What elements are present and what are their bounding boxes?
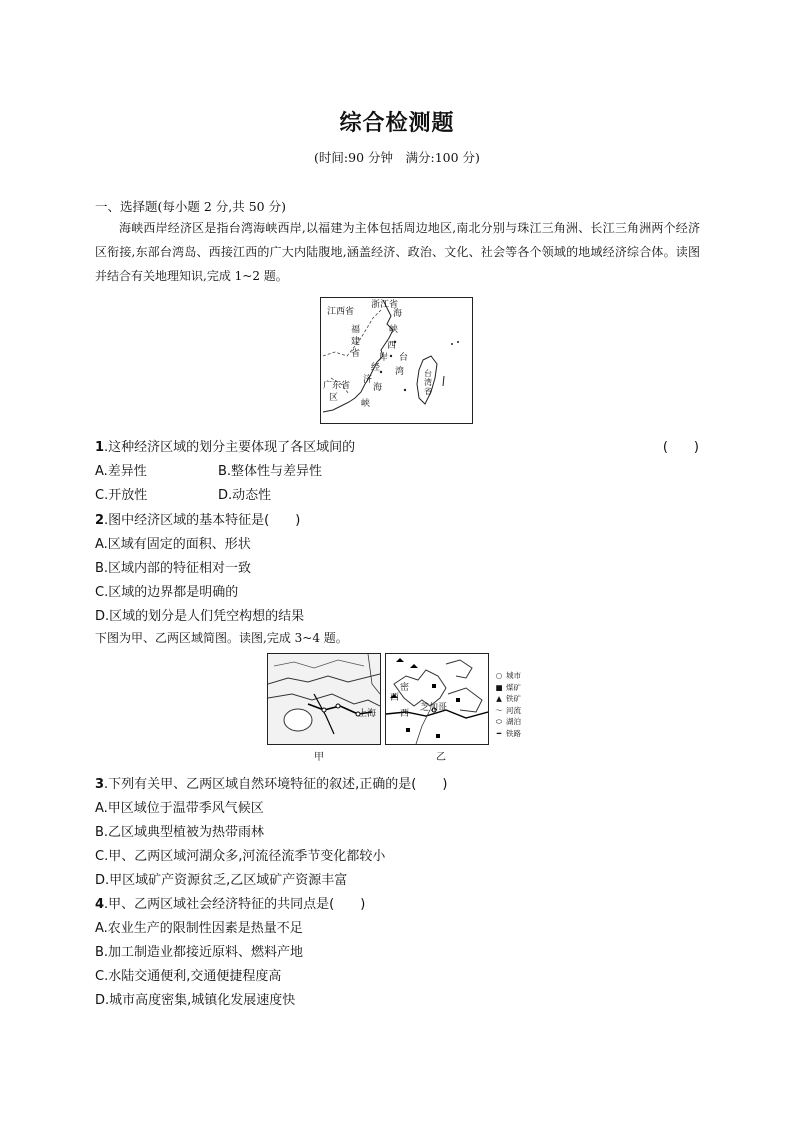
caption-yi: 乙 (436, 752, 446, 763)
lake-icon: ⬭ (495, 717, 503, 727)
map-yi (385, 653, 489, 745)
triangle-icon: ▲ (496, 694, 502, 704)
label-an: 岸 (379, 353, 389, 363)
question-number: 2 (95, 513, 105, 528)
question-3 (95, 773, 447, 792)
map-yi-drawing (386, 654, 488, 744)
label-guangdong: 广东省 (323, 381, 351, 391)
question-number: 4 (95, 897, 105, 912)
circle-icon: ○ (495, 671, 503, 680)
option-d: D.甲区域矿产资源贫乏,乙区域矿产资源丰富 (95, 873, 348, 888)
label-shanghai: 上海 (358, 709, 377, 719)
label-jiangxi: 江西省 (327, 307, 355, 317)
caption-jia: 甲 (314, 752, 324, 763)
question-stem: .图中经济区域的基本特征是( ) (104, 513, 301, 528)
section-heading: 一、选择题(每小题 2 分,共 50 分) (95, 199, 286, 214)
label-taiwan-1: 台 (424, 369, 432, 378)
page-title: 综合检测题 (339, 110, 455, 136)
label-ji: 济 (363, 375, 373, 385)
question-4 (95, 893, 365, 912)
label-xia2: 峡 (361, 399, 371, 409)
option-d: D.城市高度密集,城镇化发展速度快 (95, 993, 296, 1008)
map-jia-drawing (268, 654, 380, 744)
question-stem: .下列有关甲、乙两区域自然环境特征的叙述,正确的是( ) (104, 777, 448, 792)
legend-item-city: ○ 城市 (492, 670, 542, 682)
option-b: B.加工制造业都接近原料、燃料产地 (95, 945, 304, 960)
label-xi-b: 西 (390, 693, 400, 703)
label-fujian-2: 建 (351, 337, 361, 347)
label-jing: 经 (371, 363, 381, 373)
label-tai: 台 (399, 353, 409, 363)
option-b: B.整体性与差异性 (218, 464, 323, 479)
label-xia: 峡 (389, 325, 399, 335)
option-b: B.乙区域典型植被为热带雨林 (95, 825, 265, 840)
square-icon: ■ (495, 682, 503, 692)
label-zhejiang: 浙江省 (371, 300, 399, 310)
label-fujian-3: 省 (351, 349, 361, 359)
question-number: 3 (95, 777, 105, 792)
legend-item-rail: ━ 铁路 (492, 728, 542, 740)
label-qu: 区 (329, 393, 339, 403)
legend-item-lake: ⬭ 湖泊 (492, 716, 542, 728)
label-hai: 海 (393, 309, 403, 319)
question-2 (95, 509, 300, 528)
option-d: D.动态性 (218, 488, 272, 503)
map-haixia (320, 297, 473, 424)
option-c: C.开放性 (95, 488, 148, 503)
option-d: D.区域的划分是人们凭空构想的结果 (95, 609, 305, 624)
option-c: C.区域的边界都是明确的 (95, 585, 239, 600)
question-stem: .甲、乙两区域社会经济特征的共同点是( ) (104, 897, 366, 912)
legend-item-coal: ■ 煤矿 (492, 682, 542, 694)
map-legend (492, 670, 542, 740)
label-taiwan-2: 湾 (424, 378, 432, 387)
answer-paren: ( ) (662, 440, 699, 455)
passage-1: 海峡西岸经济区是指台湾海峡西岸,以福建为主体包括周边地区,南北分别与珠江三角洲、长江三角洲两个经济区衔接,东部台湾岛、西接江西的广大内陆腹地,涵盖经济、政治、文化、社会等各个领域的地域经济综合体。读图并结合有关地理知识,完成 1~2 题。 (95, 221, 700, 283)
question-stem: .这种经济区域的划分主要体现了各区域间的 (104, 440, 356, 455)
legend-item-iron: ▲ 铁矿 (492, 693, 542, 705)
option-a: A.农业生产的限制性因素是热量不足 (95, 921, 303, 936)
option-a: A.差异性 (95, 464, 147, 479)
river-icon: 〜 (495, 705, 503, 715)
option-c: C.水陆交通便利,交通便捷程度高 (95, 969, 282, 984)
label-hai2: 海 (373, 383, 383, 393)
label-fujian-1: 福 (351, 325, 361, 335)
rail-icon: ━ (496, 728, 502, 738)
option-b: B.区域内部的特征相对一致 (95, 561, 252, 576)
map-jia (267, 653, 381, 745)
label-xi: 西 (387, 341, 397, 351)
label-mi: 密 (400, 683, 410, 693)
label-chicago: 芝加哥 (420, 703, 448, 713)
option-c: C.甲、乙两区域河湖众多,河流径流季节变化都较小 (95, 849, 386, 864)
page-subtitle: (时间:90 分钟 满分:100 分) (314, 150, 480, 165)
label-wan: 湾 (395, 367, 405, 377)
option-a: A.区域有固定的面积、形状 (95, 537, 251, 552)
label-xi-a: 西 (400, 709, 410, 719)
legend-item-river: 〜 河流 (492, 705, 542, 717)
question-number: 1 (95, 440, 105, 455)
passage-2: 下图为甲、乙两区域简图。读图,完成 3~4 题。 (95, 631, 348, 645)
label-taiwan-3: 省 (424, 387, 432, 396)
question-1 (95, 436, 355, 455)
option-a: A.甲区域位于温带季风气候区 (95, 801, 264, 816)
